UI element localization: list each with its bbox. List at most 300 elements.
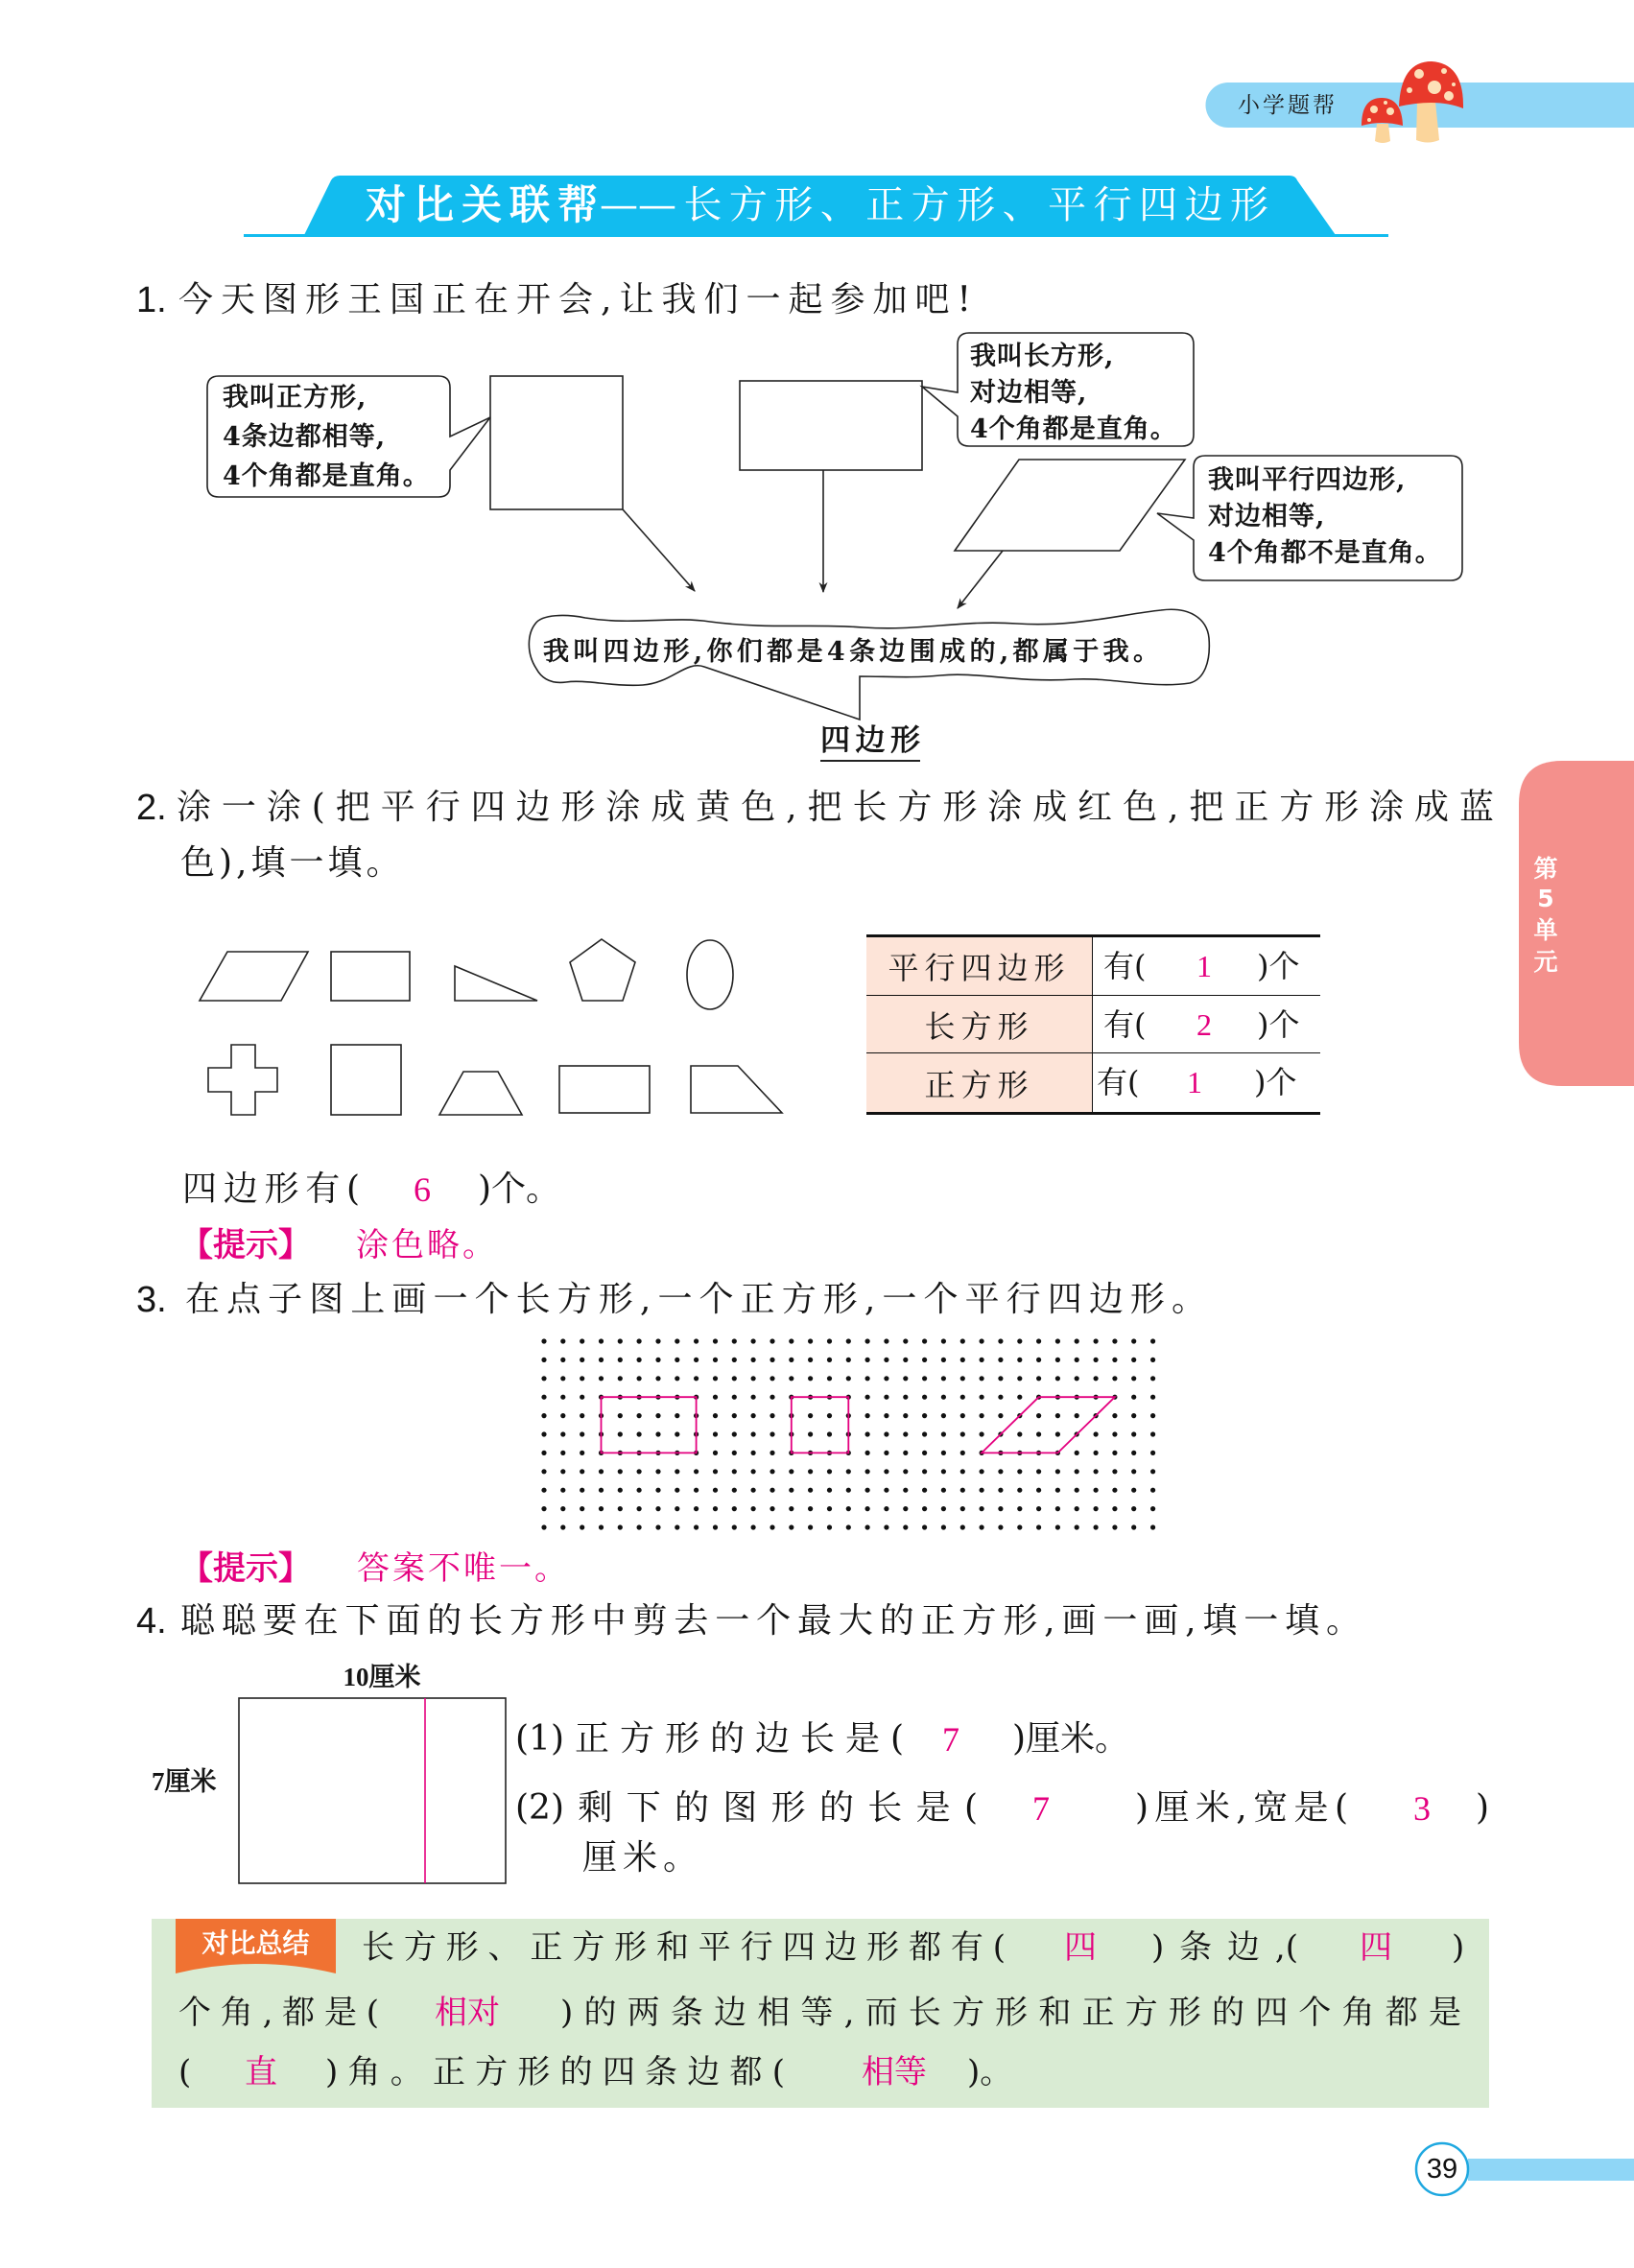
q2-right-trapezoid [691, 1066, 782, 1113]
grid-dot [1036, 1488, 1041, 1493]
height-label: 7厘米 [152, 1767, 217, 1796]
grid-dot [922, 1451, 927, 1455]
grid-dot [675, 1524, 679, 1529]
grid-dot [960, 1395, 965, 1400]
grid-dot [998, 1506, 1003, 1511]
grid-dot [637, 1413, 642, 1418]
grid-dot [884, 1413, 888, 1418]
grid-dot [1150, 1395, 1155, 1400]
grid-dot [1112, 1431, 1117, 1436]
count-prefix: 有( [1103, 1005, 1147, 1043]
grid-dot [827, 1376, 832, 1381]
grid-dot [980, 1431, 984, 1436]
count-suffix: )个 [1257, 1005, 1300, 1043]
grid-dot [694, 1488, 699, 1493]
grid-dot [713, 1524, 718, 1529]
grid-dot [541, 1376, 546, 1381]
grid-dot [560, 1506, 565, 1511]
grid-dot [675, 1413, 679, 1418]
grid-dot [580, 1506, 584, 1511]
grid-dot [998, 1524, 1003, 1529]
grid-dot [732, 1358, 737, 1362]
grid-dot [541, 1338, 546, 1343]
grid-dot [655, 1413, 660, 1418]
grid-dot [941, 1488, 946, 1493]
count-suffix: )个 [1254, 1064, 1297, 1101]
grid-dot [903, 1431, 908, 1436]
grid-dot [732, 1506, 737, 1511]
grid-dot [884, 1376, 888, 1381]
q1-number: 1. [136, 280, 167, 320]
grid-dot [1055, 1431, 1060, 1436]
summary-line3-a: ( [178, 2053, 192, 2091]
grid-dot [618, 1431, 623, 1436]
grid-dot [960, 1358, 965, 1362]
grid-dot [1055, 1506, 1060, 1511]
grid-dot [1075, 1358, 1079, 1362]
grid-dot [694, 1469, 699, 1474]
grid-dot [637, 1506, 642, 1511]
grid-dot [1112, 1469, 1117, 1474]
grid-dot [903, 1358, 908, 1362]
q4-sub1-suffix: )厘米。 [1012, 1719, 1130, 1759]
grid-dot [541, 1524, 546, 1529]
rectangle-bubble-line: 对边相等, [970, 378, 1088, 408]
grid-dot [922, 1358, 927, 1362]
table-shape-name: 正方形 [866, 1053, 1093, 1112]
arrow-square-to-quadrilateral [623, 509, 695, 591]
grid-dot [808, 1358, 813, 1362]
grid-dot [1036, 1376, 1041, 1381]
page-number: 39 [1426, 2154, 1458, 2185]
q2-prompt-line-2: 色),填一填。 [180, 843, 405, 883]
grid-dot [713, 1358, 718, 1362]
grid-dot [599, 1376, 604, 1381]
grid-dot [903, 1524, 908, 1529]
grid-dot [599, 1338, 604, 1343]
grid-dot [980, 1413, 984, 1418]
grid-dot [789, 1376, 793, 1381]
grid-dot [1017, 1376, 1022, 1381]
grid-dot [903, 1488, 908, 1493]
grid-dot [770, 1431, 774, 1436]
grid-dot [941, 1338, 946, 1343]
grid-dot [827, 1338, 832, 1343]
grid-dot [732, 1413, 737, 1418]
grid-dot [751, 1451, 756, 1455]
grid-dot [1150, 1451, 1155, 1455]
summary-line2-a: 个角,都是( [178, 1994, 379, 2032]
footer-bar [1468, 2159, 1634, 2181]
hint-label: 【提示】 [180, 1549, 311, 1588]
grid-dot [884, 1506, 888, 1511]
grid-dot [770, 1469, 774, 1474]
grid-dot [980, 1488, 984, 1493]
grid-dot [618, 1338, 623, 1343]
summary-tag-label: 对比总结 [201, 1927, 310, 1959]
table-shape-name: 长方形 [866, 996, 1093, 1053]
summary-line3-c: )。 [967, 2053, 1013, 2091]
grid-dot [827, 1506, 832, 1511]
grid-dot [960, 1506, 965, 1511]
grid-dot [865, 1524, 870, 1529]
grid-dot [1075, 1524, 1079, 1529]
grid-dot [580, 1431, 584, 1436]
grid-dot [865, 1338, 870, 1343]
grid-dot [732, 1376, 737, 1381]
grid-dot [846, 1488, 851, 1493]
summary-line1-b: )条边,( [1151, 1928, 1298, 1967]
count-prefix: 有( [1103, 948, 1147, 984]
grid-dot [1112, 1506, 1117, 1511]
grid-dot [618, 1376, 623, 1381]
grid-dot [808, 1431, 813, 1436]
grid-dot [694, 1338, 699, 1343]
grid-dot [637, 1358, 642, 1362]
grid-dot [541, 1506, 546, 1511]
grid-dot [1150, 1413, 1155, 1418]
grid-dot [960, 1338, 965, 1343]
count-answer: 2 [1196, 1006, 1212, 1042]
grid-dot [808, 1524, 813, 1529]
q4-sub2-middle: )厘米,宽是( [1135, 1788, 1348, 1828]
unit-tab-char: 第 [1533, 855, 1558, 883]
grid-dot [770, 1358, 774, 1362]
grid-dot [1112, 1338, 1117, 1343]
grid-dot [541, 1413, 546, 1418]
grid-dot [846, 1338, 851, 1343]
grid-dot [1017, 1395, 1022, 1400]
grid-dot [789, 1338, 793, 1343]
grid-dot [903, 1395, 908, 1400]
grid-dot [713, 1469, 718, 1474]
grid-dot [560, 1431, 565, 1436]
grid-dot [560, 1469, 565, 1474]
total-answer: 6 [414, 1170, 431, 1209]
grid-dot [1055, 1524, 1060, 1529]
q2-cross [208, 1045, 277, 1115]
grid-dot [713, 1338, 718, 1343]
grid-dot [770, 1338, 774, 1343]
shape-count-table [866, 934, 1320, 1115]
grid-dot [980, 1395, 984, 1400]
grid-dot [541, 1431, 546, 1436]
grid-dot [865, 1376, 870, 1381]
grid-dot [903, 1469, 908, 1474]
grid-dot [1036, 1358, 1041, 1362]
grid-dot [1150, 1431, 1155, 1436]
grid-dot [1112, 1488, 1117, 1493]
grid-dot [675, 1488, 679, 1493]
grid-dot [655, 1431, 660, 1436]
summary-line1-c: ) [1452, 1928, 1465, 1967]
grid-dot [655, 1358, 660, 1362]
grid-dot [960, 1469, 965, 1474]
grid-dot [541, 1358, 546, 1362]
grid-dot [827, 1431, 832, 1436]
q4-sub2-prefix: (2)剩下的图形的长是( [515, 1788, 978, 1828]
grid-dot [941, 1413, 946, 1418]
grid-dot [1094, 1469, 1099, 1474]
grid-dot [580, 1451, 584, 1455]
square-bubble-line: 4个角都是直角。 [223, 461, 430, 491]
grid-dot [922, 1469, 927, 1474]
grid-dot [713, 1488, 718, 1493]
grid-dot [960, 1376, 965, 1381]
q4-sub2-answer-length: 7 [1032, 1789, 1050, 1828]
grid-dot [903, 1451, 908, 1455]
grid-dot [980, 1376, 984, 1381]
q2-prompt-line-1: 涂一涂(把平行四边形涂成黄色,把长方形涂成红色,把正方形涂成蓝 [177, 788, 1494, 827]
grid-dot [998, 1413, 1003, 1418]
q1-square-shape [490, 376, 623, 509]
grid-dot [1094, 1376, 1099, 1381]
grid-dot [618, 1469, 623, 1474]
grid-dot [1150, 1524, 1155, 1529]
grid-dot [599, 1358, 604, 1362]
q4-number: 4. [136, 1601, 167, 1642]
grid-dot [751, 1413, 756, 1418]
grid-dot [1075, 1469, 1079, 1474]
grid-dot [1094, 1338, 1099, 1343]
grid-dot [922, 1524, 927, 1529]
grid-dot [732, 1395, 737, 1400]
grid-dot [960, 1524, 965, 1529]
grid-dot [960, 1488, 965, 1493]
grid-dot [675, 1376, 679, 1381]
grid-dot [675, 1358, 679, 1362]
grid-dot [675, 1506, 679, 1511]
q1-parallelogram-shape [955, 460, 1185, 551]
grid-dot [884, 1431, 888, 1436]
grid-dot [751, 1376, 756, 1381]
summary-answer-sides: 四 [1064, 1928, 1097, 1967]
grid-dot [789, 1506, 793, 1511]
grid-dot [618, 1488, 623, 1493]
parallelogram-bubble-line: 我叫平行四边形, [1208, 465, 1407, 495]
grid-dot [1131, 1431, 1136, 1436]
grid-dot [884, 1524, 888, 1529]
grid-dot [541, 1395, 546, 1400]
q1-rectangle-shape [740, 381, 922, 470]
grid-dot [618, 1506, 623, 1511]
grid-dot [1075, 1488, 1079, 1493]
grid-dot [751, 1338, 756, 1343]
grid-dot [865, 1469, 870, 1474]
grid-dot [922, 1506, 927, 1511]
grid-dot [694, 1376, 699, 1381]
grid-dot [713, 1395, 718, 1400]
grid-dot [1075, 1376, 1079, 1381]
grid-dot [713, 1413, 718, 1418]
grid-dot [637, 1524, 642, 1529]
grid-dot [732, 1469, 737, 1474]
grid-dot [884, 1488, 888, 1493]
grid-dot [808, 1413, 813, 1418]
grid-dot [922, 1376, 927, 1381]
grid-dot [580, 1395, 584, 1400]
count-suffix: )个 [1257, 948, 1300, 984]
grid-dot [713, 1451, 718, 1455]
grid-dot [903, 1413, 908, 1418]
grid-dot [884, 1451, 888, 1455]
grid-dot [732, 1451, 737, 1455]
grid-dot [941, 1469, 946, 1474]
summary-answer-opposite: 相对 [435, 1994, 500, 2032]
grid-dot [865, 1488, 870, 1493]
q4-sub1-prefix: (1)正方形的边长是( [515, 1719, 904, 1759]
grid-dot [1075, 1506, 1079, 1511]
q3-prompt: 在点子图上画一个长方形,一个正方形,一个平行四边形。 [185, 1280, 1206, 1319]
grid-dot [580, 1413, 584, 1418]
grid-dot [998, 1395, 1003, 1400]
grid-dot [1094, 1524, 1099, 1529]
grid-dot [922, 1488, 927, 1493]
grid-dot [675, 1469, 679, 1474]
grid-dot [846, 1469, 851, 1474]
banner-title: 对比关联帮 [366, 181, 598, 228]
grid-dot [655, 1506, 660, 1511]
grid-dot [998, 1358, 1003, 1362]
grid-dot [980, 1358, 984, 1362]
hint-text: 涂色略。 [356, 1226, 498, 1264]
grid-dot [560, 1358, 565, 1362]
grid-dot [865, 1395, 870, 1400]
grid-dot [789, 1488, 793, 1493]
grid-dot [560, 1451, 565, 1455]
grid-dot [1150, 1469, 1155, 1474]
grid-dot [560, 1338, 565, 1343]
table-count-cell [1093, 937, 1320, 995]
grid-dot [941, 1506, 946, 1511]
grid-dot [1017, 1469, 1022, 1474]
grid-dot [1131, 1506, 1136, 1511]
q4-prompt: 聪聪要在下面的长方形中剪去一个最大的正方形,画一画,填一填。 [180, 1601, 1361, 1641]
grid-dot [1131, 1451, 1136, 1455]
grid-dot [1017, 1488, 1022, 1493]
grid-dot [751, 1469, 756, 1474]
grid-dot [637, 1488, 642, 1493]
grid-dot [580, 1376, 584, 1381]
grid-dot [637, 1376, 642, 1381]
grid-dot [1017, 1338, 1022, 1343]
grid-dot [560, 1524, 565, 1529]
rectangle-bubble-line: 我叫长方形, [970, 342, 1115, 371]
grid-dot [1112, 1376, 1117, 1381]
grid-dot [1094, 1488, 1099, 1493]
grid-dot [922, 1338, 927, 1343]
count-prefix: 有( [1097, 1064, 1140, 1101]
grid-dot [998, 1488, 1003, 1493]
quadrilateral-category-label: 四边形 [820, 723, 920, 758]
grid-dot [808, 1488, 813, 1493]
mushroom-icon [1399, 61, 1463, 143]
grid-dot [560, 1413, 565, 1418]
table-row [866, 996, 1320, 1054]
arrow-parallelogram-to-quadrilateral [958, 551, 1003, 608]
grid-dot [732, 1338, 737, 1343]
q2-number: 2. [136, 788, 167, 828]
hint-label: 【提示】 [180, 1226, 311, 1264]
parallelogram-bubble-line: 对边相等, [1208, 502, 1326, 532]
grid-dot [560, 1376, 565, 1381]
grid-dot [655, 1469, 660, 1474]
grid-dot [1075, 1451, 1079, 1455]
grid-dot [922, 1431, 927, 1436]
brand-label: 小学题帮 [1238, 93, 1338, 118]
grid-dot [998, 1469, 1003, 1474]
grid-dot [903, 1506, 908, 1511]
q2-ellipse [687, 940, 733, 1009]
grid-dot [903, 1376, 908, 1381]
unit-tab-char: 5 [1537, 885, 1554, 912]
grid-dot [655, 1488, 660, 1493]
grid-dot [637, 1338, 642, 1343]
table-row [866, 1053, 1320, 1112]
grid-dot [1036, 1524, 1041, 1529]
q2-rectangle-wide [559, 1066, 650, 1113]
grid-dot [1150, 1488, 1155, 1493]
quadrilateral-bubble-text: 我叫四边形,你们都是4条边围成的,都属于我。 [543, 637, 1160, 667]
grid-dot [980, 1506, 984, 1511]
q2-rectangle-small [331, 952, 410, 1001]
q2-square [331, 1045, 401, 1115]
grid-dot [1150, 1338, 1155, 1343]
grid-dot [1094, 1431, 1099, 1436]
grid-dot [751, 1395, 756, 1400]
grid-dot [865, 1431, 870, 1436]
grid-dot [1112, 1358, 1117, 1362]
q4-sub2-continuation: 厘米。 [582, 1838, 704, 1878]
q4-sub2-suffix: ) [1476, 1788, 1490, 1828]
grid-dot [941, 1376, 946, 1381]
grid-dot [808, 1338, 813, 1343]
grid-dot [941, 1358, 946, 1362]
dot-grid [541, 1338, 1155, 1529]
grid-dot [1055, 1469, 1060, 1474]
grid-dot [580, 1358, 584, 1362]
grid-dot [865, 1413, 870, 1418]
grid-dot [1036, 1469, 1041, 1474]
grid-dot [751, 1488, 756, 1493]
grid-dot [618, 1413, 623, 1418]
grid-dot [1094, 1358, 1099, 1362]
grid-dot [694, 1358, 699, 1362]
q1-prompt: 今天图形王国正在开会,让我们一起参加吧! [178, 280, 971, 319]
grid-dot [960, 1431, 965, 1436]
grid-dot [770, 1413, 774, 1418]
grid-dot [694, 1524, 699, 1529]
grid-dot [846, 1358, 851, 1362]
grid-dot [980, 1338, 984, 1343]
summary-line1-a: 长方形、正方形和平行四边形都有( [362, 1928, 1006, 1967]
drawn-square [792, 1397, 849, 1453]
grid-dot [960, 1413, 965, 1418]
count-answer: 1 [1196, 949, 1212, 983]
table-shape-name: 平行四边形 [866, 937, 1093, 995]
table-count-cell [1093, 1053, 1320, 1112]
q2-right-triangle [455, 966, 537, 1001]
q4-sub1-answer: 7 [942, 1720, 959, 1759]
grid-dot [580, 1488, 584, 1493]
grid-dot [580, 1469, 584, 1474]
grid-dot [770, 1395, 774, 1400]
grid-dot [732, 1431, 737, 1436]
grid-dot [1094, 1451, 1099, 1455]
grid-dot [1112, 1451, 1117, 1455]
grid-dot [884, 1395, 888, 1400]
grid-dot [713, 1431, 718, 1436]
